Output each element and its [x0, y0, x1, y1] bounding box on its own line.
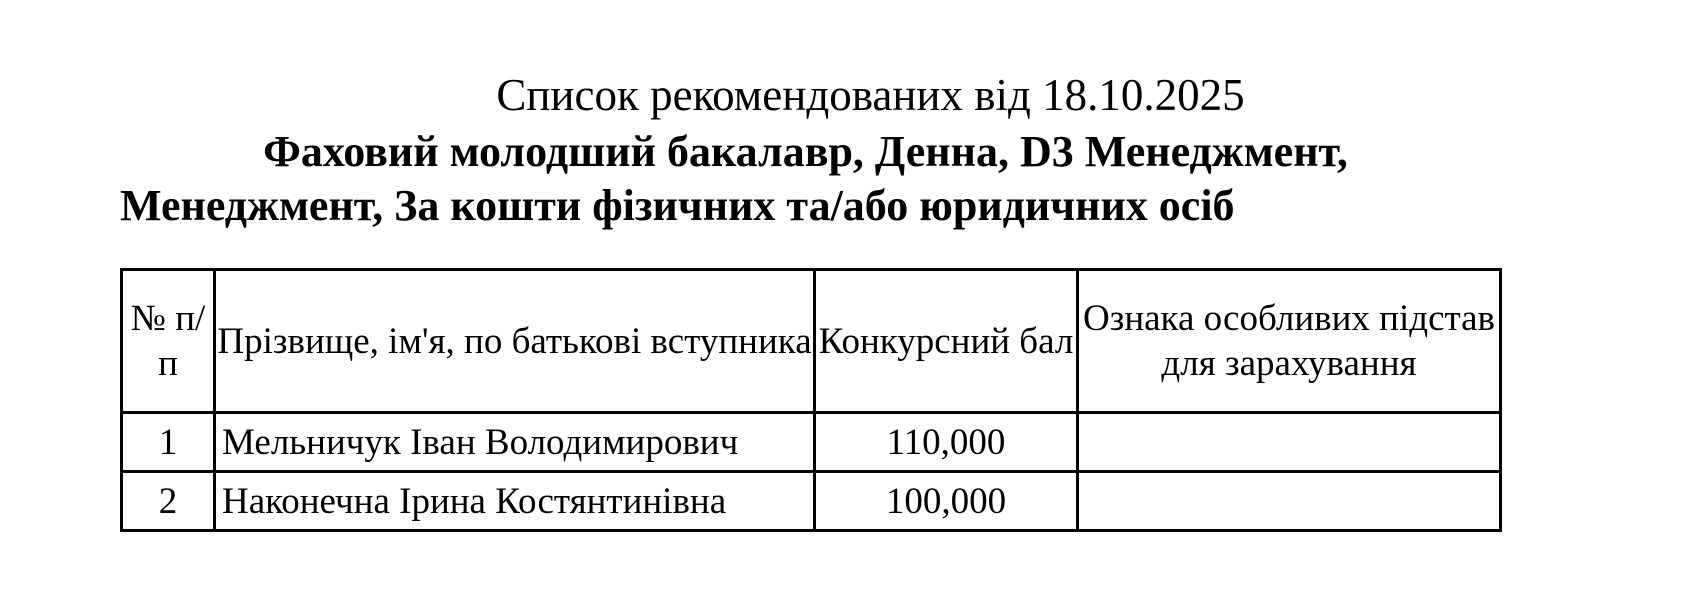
competitive-score: 100,000	[815, 472, 1078, 531]
recommended-list-table	[120, 268, 1502, 532]
column-header-score: Конкурсний бал	[815, 270, 1078, 413]
table-header-row	[122, 270, 1501, 413]
special-grounds	[1078, 472, 1501, 531]
program-line-2: Менеджмент, За кошти фізичних та/або юридичних осіб	[120, 181, 1235, 230]
competitive-score: 110,000	[815, 413, 1078, 472]
column-header-number: № п/п	[122, 270, 215, 413]
document-title: Список рекомендованих від 18.10.2025	[496, 70, 1245, 120]
table-row	[122, 413, 1501, 472]
table-row	[122, 472, 1501, 531]
row-number: 2	[122, 472, 215, 531]
row-number: 1	[122, 413, 215, 472]
applicant-name: Наконечна Ірина Костянтинівна	[215, 472, 815, 531]
column-header-name: Прізвище, ім'я, по батькові вступника	[215, 270, 815, 413]
column-header-special-grounds: Ознака особливих підстав для зарахування	[1078, 270, 1501, 413]
program-line-1: Фаховий молодший бакалавр, Денна, D3 Менеджмент,	[263, 127, 1348, 176]
special-grounds	[1078, 413, 1501, 472]
applicant-name: Мельничук Іван Володимирович	[215, 413, 815, 472]
